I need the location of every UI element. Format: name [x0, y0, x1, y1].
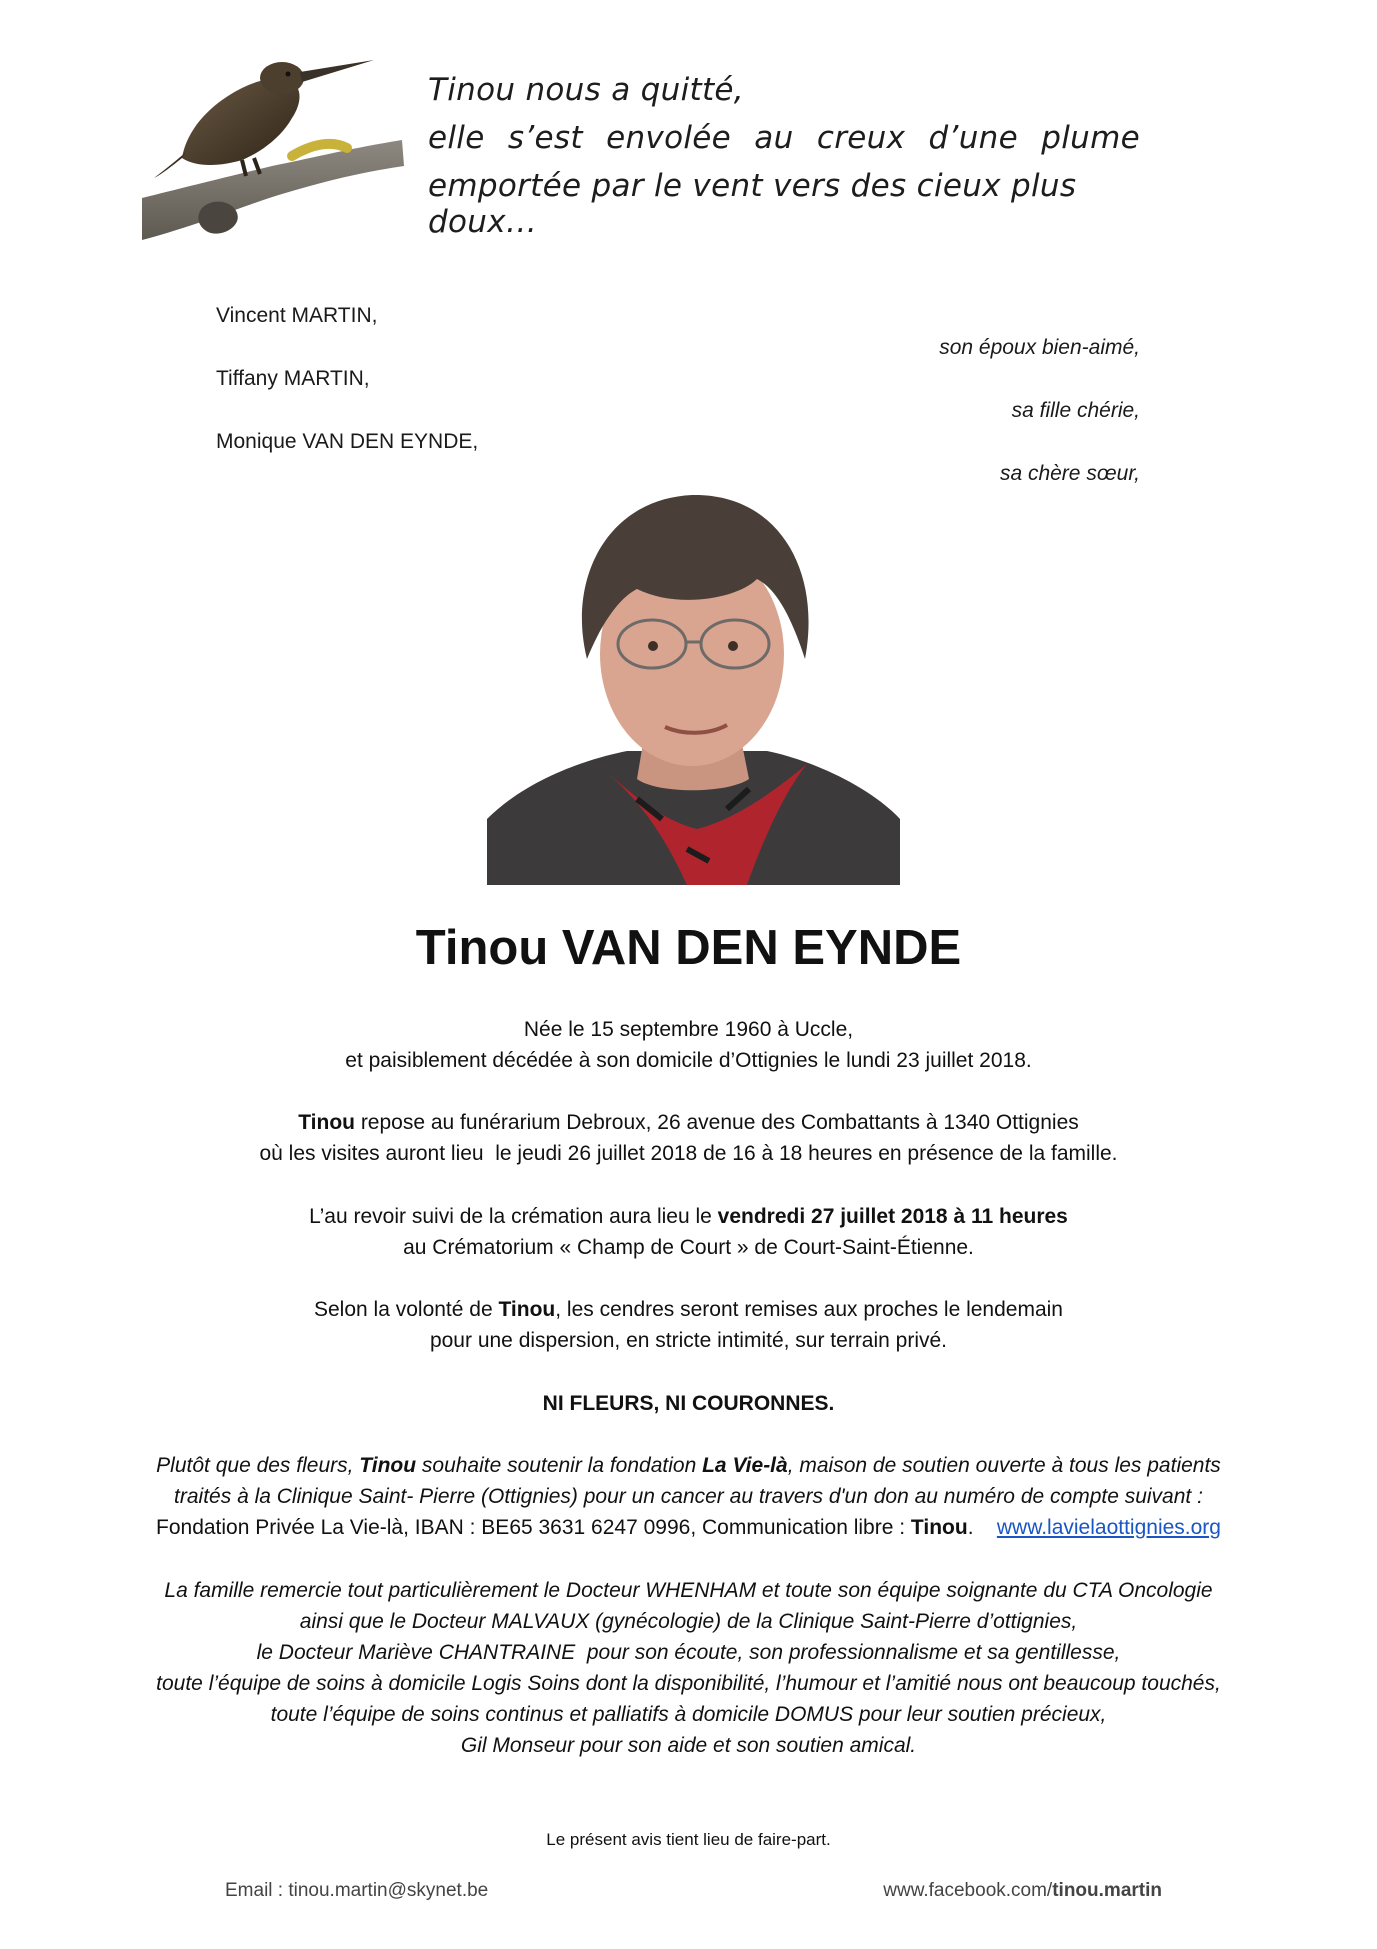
poem-line-3: emportée par le vent vers des cieux plus doux… — [428, 168, 1077, 240]
donation-iban-text: Fondation Privée La Vie-là, IBAN : BE65 3631 6247 0996, Communication libre : — [156, 1516, 911, 1539]
ceremony-line-1 — [0, 1205, 1377, 1229]
bird-on-branch-illustration — [142, 48, 407, 244]
thanks-line-1: La famille remercie tout particulièrement le Docteur WHENHAM et toute son équipe soignante du CTA Oncologie — [164, 1579, 1213, 1602]
thanks-line-4: toute l’équipe de soins à domicile Logis Soins dont la disponibilité, l’humour et l’amitié nous ont beaucoup touchés, — [156, 1672, 1221, 1695]
family-role-3: sa chère sœur, — [999, 462, 1140, 485]
repose-text: repose au funérarium Debroux, 26 avenue des Combattants à 1340 Ottignies — [354, 1111, 1079, 1134]
footer-email[interactable]: Email : tinou.martin@skynet.be — [225, 1880, 489, 1901]
foundation-name: La Vie-là — [702, 1454, 788, 1477]
donation-text-a: Plutôt que des fleurs, — [156, 1454, 360, 1477]
ashes-text-start: Selon la volonté de — [314, 1298, 499, 1321]
thanks-line-6: Gil Monseur pour son aide et son soutien amical. — [460, 1734, 917, 1757]
poem-line-2: elle s’est envolée au creux d’une plume — [428, 120, 1140, 156]
family-name-1: Vincent MARTIN, — [216, 304, 378, 327]
donation-text-c: souhaite soutenir la fondation — [416, 1454, 703, 1477]
family-name-3: Monique VAN DEN EYNDE, — [216, 430, 479, 453]
ashes-line-2: pour une dispersion, en stricte intimité, sur terrain privé. — [429, 1329, 948, 1352]
donation-line-2: traités à la Clinique Saint- Pierre (Ottignies) pour un cancer au travers d'un don au numéro de compte suivant : — [174, 1485, 1203, 1508]
death-line: et paisiblement décédée à son domicile d’Ottignies le lundi 23 juillet 2018. — [345, 1049, 1032, 1072]
portrait-photo — [487, 489, 900, 885]
ashes-line-1 — [0, 1298, 1377, 1322]
foundation-website-link[interactable]: www.lavielaottignies.org — [996, 1516, 1221, 1539]
donation-text-sep: . — [967, 1516, 997, 1539]
ceremony-line-2: au Crématorium « Champ de Court » de Court-Saint-Étienne. — [403, 1236, 974, 1259]
family-role-1: son époux bien-aimé, — [939, 336, 1140, 359]
facebook-handle: tinou.martin — [1052, 1880, 1162, 1901]
thanks-line-2: ainsi que le Docteur MALVAUX (gynécologie) de la Clinique Saint-Pierre d’ottignies, — [299, 1610, 1078, 1633]
faire-part-notice: Le présent avis tient lieu de faire-part. — [546, 1830, 831, 1849]
repose-line-1 — [0, 1111, 1377, 1135]
thanks-line-3: le Docteur Mariève CHANTRAINE pour son écoute, son professionnalisme et sa gentillesse, — [256, 1641, 1121, 1664]
poem-line-1: Tinou nous a quitté, — [428, 72, 744, 108]
family-role-2: sa fille chérie, — [1011, 399, 1140, 422]
name-bold: Tinou — [498, 1298, 556, 1321]
thanks-line-5: toute l’équipe de soins continus et palliatifs à domicile DOMUS pour leur soutien précieux, — [270, 1703, 1107, 1726]
facebook-prefix: www.facebook.com/ — [883, 1880, 1053, 1901]
name-bold: Tinou — [910, 1516, 968, 1539]
name-bold: Tinou — [298, 1111, 355, 1134]
no-flowers-notice: NI FLEURS, NI COURONNES. — [542, 1392, 835, 1415]
birth-line: Née le 15 septembre 1960 à Uccle, — [523, 1018, 854, 1041]
repose-line-2: où les visites auront lieu le jeudi 26 juillet 2018 de 16 à 18 heures en présence de la famille. — [259, 1142, 1118, 1165]
donation-line-1 — [0, 1454, 1377, 1478]
ashes-text-rest: , les cendres seront remises aux proches le lendemain — [555, 1298, 1063, 1321]
donation-line-3 — [0, 1516, 1377, 1540]
deceased-name-title: Tinou VAN DEN EYNDE — [415, 921, 962, 975]
ceremony-date: vendredi 27 juillet 2018 à 11 heures — [717, 1205, 1068, 1228]
ceremony-text: L’au revoir suivi de la crémation aura lieu le — [309, 1205, 718, 1228]
footer-facebook[interactable] — [883, 1880, 1162, 1902]
donation-text-e: , maison de soutien ouverte à tous les patients — [787, 1454, 1221, 1477]
name-bold: Tinou — [359, 1454, 417, 1477]
family-name-2: Tiffany MARTIN, — [216, 367, 370, 390]
